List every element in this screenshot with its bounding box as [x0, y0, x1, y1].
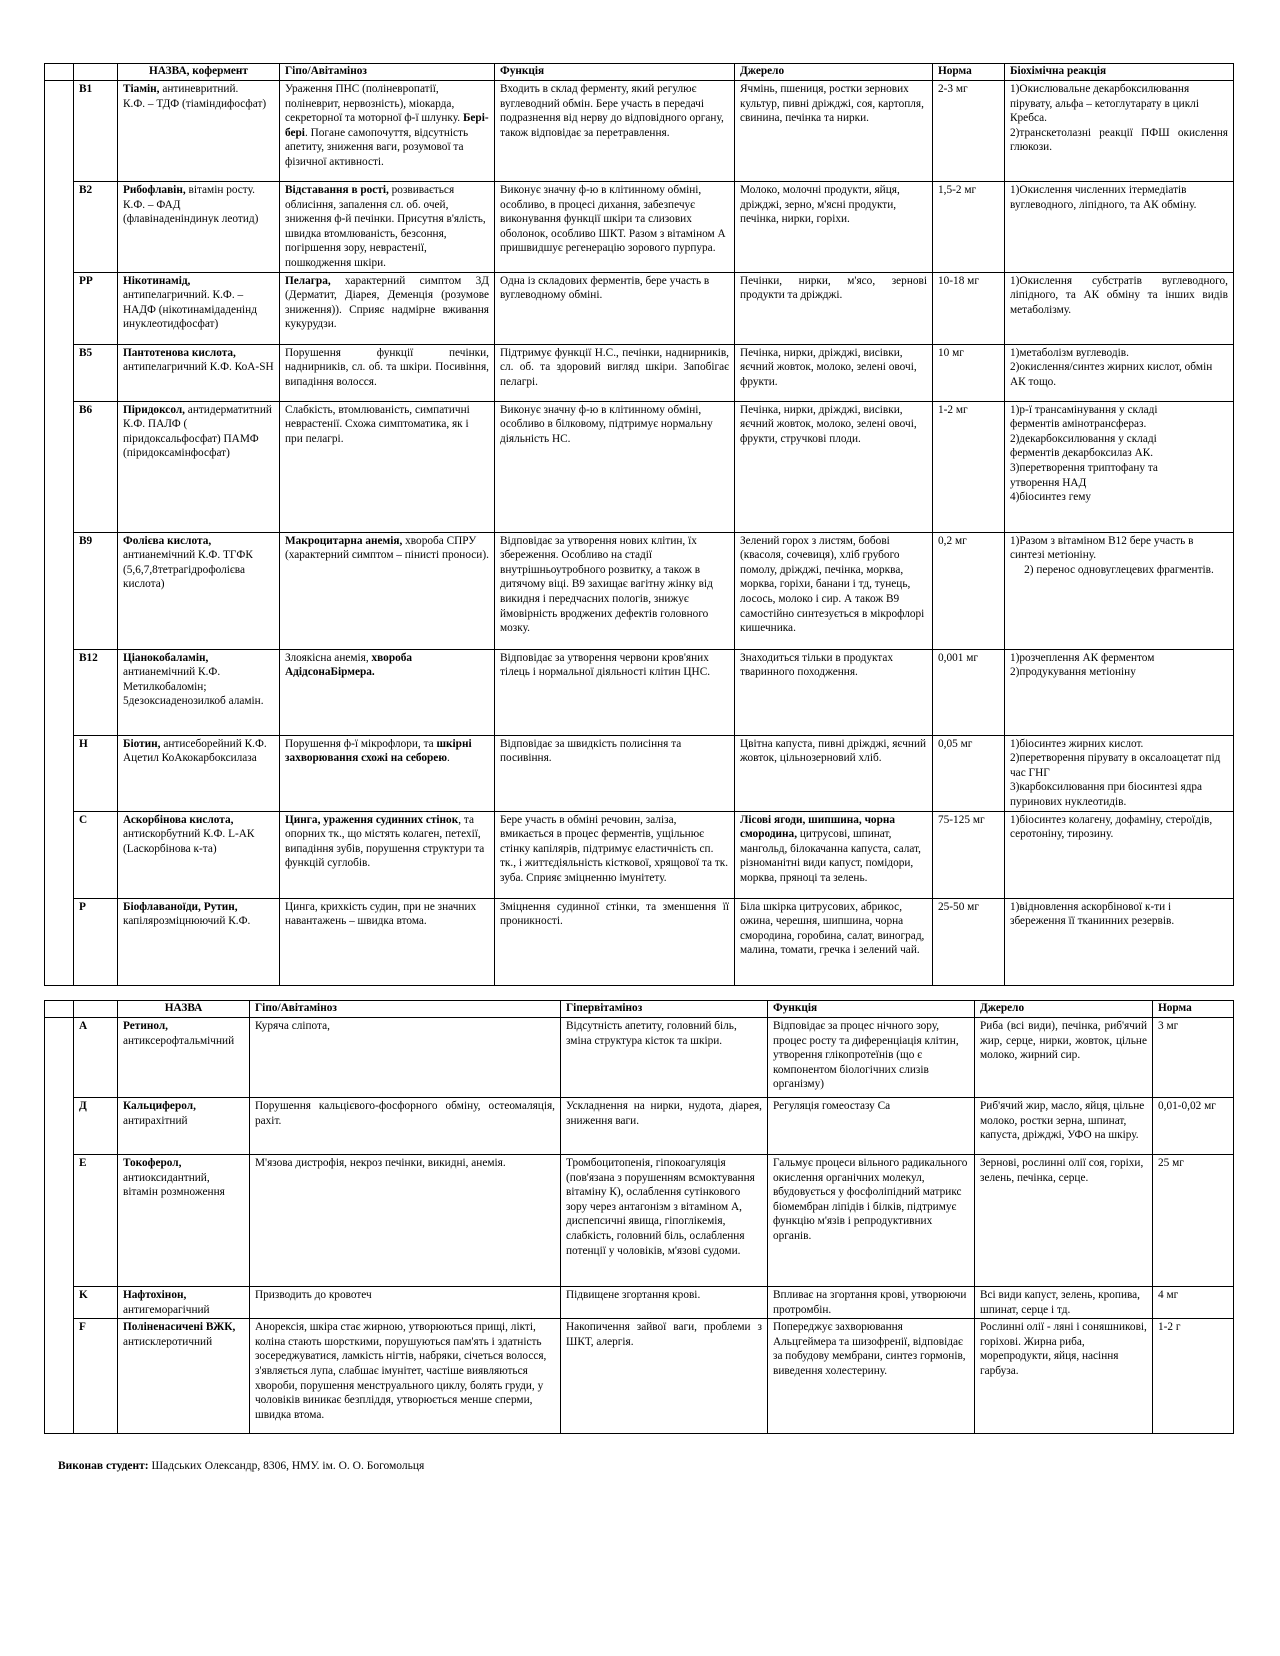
table-row: [45, 735, 1234, 811]
col-header-source: Джерело: [975, 1001, 1153, 1018]
norm-cell: 0,01-0,02 мг: [1153, 1098, 1234, 1155]
vitamin-name: Фолієва кислота, антианемічний К.Ф. ТГФК (5,6,7,8тетрагідрофолієва кислота): [118, 532, 280, 649]
function-cell: Відповідає за швидкість полисіння та посивіння.: [495, 735, 735, 811]
vitamin-name: Пантотенова кислота, антипелагричний К.Ф. КоА-SH: [118, 344, 280, 401]
reaction-cell: 1)Окислення субстратів вуглеводного, ліпідного, та АК обміну та інших видів метаболізму.: [1005, 272, 1234, 344]
vitamin-code: E: [74, 1155, 118, 1287]
hypo-cell: Анорексія, шкіра стає жирною, утворюються прищі, лікті, коліна стають шорсткими, порушуються пам'ять і здатність зосереджуватися, ламкість нігтів, набряки, січеться волосся, з'являється лупа, слабшає імунітет, частіше виявляються хвороби, порушення менструального циклу, болять груди, у чоловіків виникає безпліддя, утворюється менше сперми, швидка втома.: [250, 1319, 561, 1434]
norm-cell: 10-18 мг: [933, 272, 1005, 344]
norm-cell: 0,05 мг: [933, 735, 1005, 811]
norm-cell: 0,001 мг: [933, 649, 1005, 735]
col-header-function: Функція: [495, 64, 735, 81]
vitamin-code: B5: [74, 344, 118, 401]
reaction-cell: 1)Окислювальне декарбоксилювання пірувату, альфа – кетоглутарату в циклі Кребса. 2)транскетолазні реакції ПФШ окислення глюкози.: [1005, 81, 1234, 182]
vitamin-name: Рибофлавін, вітамін росту. К.Ф. – ФАД (флавінаденіндинук леотид): [118, 182, 280, 273]
hyper-cell: Накопичення зайвої ваги, проблеми з ШКТ, алергія.: [561, 1319, 768, 1434]
col-header-reaction: Біохімічна реакція: [1005, 64, 1234, 81]
table-header-row: [45, 1001, 1234, 1018]
function-cell: Входить в склад ферменту, який регулює вуглеводний обмін. Бере участь в передачі подразнення від нерву до відповідного органу, також відповідає за перетравлення.: [495, 81, 735, 182]
norm-cell: 3 мг: [1153, 1018, 1234, 1098]
source-cell: Печінка, нирки, дріжджі, висівки, яєчний жовток, молоко, зелені овочі, фрукти, стручкові плоди.: [735, 401, 933, 532]
hypo-cell: Злоякісна анемія, хвороба АдідсонаБірмера.: [280, 649, 495, 735]
source-cell: Ячмінь, пшениця, ростки зернових культур, пивні дріжджі, соя, картопля, свинина, печінка та нирки.: [735, 81, 933, 182]
function-cell: Підтримує функції Н.С., печінки, наднирників, сл. об. та здоровий вигляд шкіри. Запобігає пелагрі.: [495, 344, 735, 401]
table-row: [45, 811, 1234, 898]
function-cell: Відповідає за процес нічного зору, процес росту та диференціація клітин, утворення глікопротеїнів (що є компонентом біологічних слизів організму): [768, 1018, 975, 1098]
source-cell: Всі види капуст, зелень, кропива, шпинат, серце і тд.: [975, 1287, 1153, 1319]
reaction-cell: 1)біосинтез колагену, дофаміну, стероїдів, серотоніну, тирозину.: [1005, 811, 1234, 898]
table-row: [45, 1319, 1234, 1434]
hypo-cell: Слабкість, втомлюваність, симпатичні неврастенії. Схожа симптоматика, як і при пелагрі.: [280, 401, 495, 532]
source-cell: Молоко, молочні продукти, яйця, дріжджі, зерно, м'ясні продукти, печінка, нирки, горіхи.: [735, 182, 933, 273]
hyper-cell: Підвищене згортання крові.: [561, 1287, 768, 1319]
vitamin-name: Токоферол, антиоксидантний, вітамін розмноження: [118, 1155, 250, 1287]
col-header-name: НАЗВА: [118, 1001, 250, 1018]
hypo-cell: Відставання в рості, розвивається облисіння, запалення сл. об. очей, зниження ф-й печінки. Присутня в'ялість, швидка втомлюваність, безсоння, погіршення зору, неврастенії, пошкодження шкіри.: [280, 182, 495, 273]
vitamin-code: A: [74, 1018, 118, 1098]
function-cell: Регуляція гомеостазу Са: [768, 1098, 975, 1155]
function-cell: Відповідає за утворення червони кров'яних тілець і нормальної діяльності клітин ЦНС.: [495, 649, 735, 735]
hypo-cell: Цинга, ураження судинних стінок, та опорних тк., що містять колаген, петехії, випадіння зубів, порушення структури та функцій суглобів.: [280, 811, 495, 898]
table-row: [45, 401, 1234, 532]
function-cell: Впливає на згортання крові, утворюючи протромбін.: [768, 1287, 975, 1319]
vitamin-name: Біофлаваноїди, Рутин, капілярозміцнюючий К.Ф.: [118, 898, 280, 985]
source-cell: Печінка, нирки, дріжджі, висівки, яєчний жовток, молоко, зелені овочі, фрукти.: [735, 344, 933, 401]
norm-cell: 25 мг: [1153, 1155, 1234, 1287]
hyper-cell: Відсутність апетиту, головний біль, зміна структура кісток та шкіри.: [561, 1018, 768, 1098]
hypo-cell: Макроцитарна анемія, хвороба СПРУ (характерний симптом – пінисті проноси).: [280, 532, 495, 649]
vitamin-code: K: [74, 1287, 118, 1319]
norm-cell: 2-3 мг: [933, 81, 1005, 182]
vitamin-code: B1: [74, 81, 118, 182]
hypo-cell: Пелагра, характерний симптом 3Д (Дерматит, Діарея, Деменція (розумове зниження)). Сприяє надмірне вживання кукурудзи.: [280, 272, 495, 344]
col-header-source: Джерело: [735, 64, 933, 81]
reaction-cell: 1)р-ї трансамінування у складі ферментів амінотрансфераз. 2)декарбоксилювання у складі ферментів декарбоксилаз АК. 3)перетворення триптофану та утворення НАД 4)біосинтез гему: [1005, 401, 1234, 532]
hypo-cell: Цинга, крихкість судин, при не значних навантажень – швидка втома.: [280, 898, 495, 985]
vitamin-name: Нікотинамід, антипелагричний. К.Ф. – НАДФ (нікотинамідаденінд инуклеотидфосфат): [118, 272, 280, 344]
col-header-hyper: Гіпервітаміноз: [561, 1001, 768, 1018]
hypo-cell: Порушення функції печінки, наднирників, сл. об. та шкіри. Посивіння, випадіння волосся.: [280, 344, 495, 401]
table-row: [45, 344, 1234, 401]
source-cell: Біла шкірка цитрусових, абрикос, ожина, черешня, шипшина, чорна смородина, горобина, салат, виноград, малина, томати, гречка і зелений чай.: [735, 898, 933, 985]
hypo-cell: Порушення кальцієвого-фосфорного обміну, остеомаляція, рахіт.: [250, 1098, 561, 1155]
source-cell: Зелений горох з листям, бобові (квасоля, сочевиця), хліб грубого помолу, дріжджі, печінка, морква, морква, горіхи, банани і тд, тунець, лосось, молоко і сир. А також В9 самостійно синтезується в мікрофлорі кишечника.: [735, 532, 933, 649]
vitamin-name: Кальциферол, антирахітний: [118, 1098, 250, 1155]
col-header-norm: Норма: [933, 64, 1005, 81]
footer-label: Виконав студент:: [58, 1460, 149, 1472]
table-row: [45, 649, 1234, 735]
norm-cell: 0,2 мг: [933, 532, 1005, 649]
function-cell: Одна із складових ферментів, бере участь в вуглеводному обміні.: [495, 272, 735, 344]
function-cell: Відповідає за утворення нових клітин, їх збереження. Особливо на стадії внутрішньоутробного розвитку, а також в дитячому віці. В9 захищає вагітну жінку від викидня і передчасних пологів, знижує ймовірність вроджених дефектів головного мозку.: [495, 532, 735, 649]
norm-cell: 1,5-2 мг: [933, 182, 1005, 273]
col-header-hypo: Гіпо/Авітаміноз: [280, 64, 495, 81]
source-cell: Знаходиться тільки в продуктах тваринного походження.: [735, 649, 933, 735]
hypo-cell: Порушення ф-ї мікрофлори, та шкірні захворювання схожі на себорею.: [280, 735, 495, 811]
table-row: [45, 898, 1234, 985]
reaction-cell: 1)Окислення численних ітермедіатів вуглеводного, ліпідного, та АК обміну.: [1005, 182, 1234, 273]
vitamin-code: C: [74, 811, 118, 898]
footer-text: Шадських Олександр, 8306, НМУ. ім. О. О. Богомольця: [148, 1460, 425, 1472]
vitamin-code: B6: [74, 401, 118, 532]
table-row: [45, 272, 1234, 344]
table-row: [45, 532, 1234, 649]
vitamin-code: F: [74, 1319, 118, 1434]
group-label-cell: [45, 81, 74, 986]
vitamin-name: Ретинол, антиксерофтальмічний: [118, 1018, 250, 1098]
footer-credit: [58, 1460, 424, 1472]
function-cell: Зміцнення судинної стінки, та зменшення її проникності.: [495, 898, 735, 985]
table-row: [45, 1098, 1234, 1155]
norm-cell: 4 мг: [1153, 1287, 1234, 1319]
table-row: [45, 81, 1234, 182]
function-cell: Гальмує процеси вільного радикального окислення органічних молекул, вбудовується у фосфоліпідний матрикс біомембран ліпідів і білків, підтримує функцію м'язів і репродуктивних органів.: [768, 1155, 975, 1287]
source-cell: Лісові ягоди, шипшина, чорна смородина, цитрусові, шпинат, мангольд, білокачанна капуста, салат, різноманітні види капуст, помідори, морква, пряноці та зелень.: [735, 811, 933, 898]
function-cell: Виконує значну ф-ю в клітинному обміні, особливо, в процесі дихання, забезпечує виконування функції шкіри та слизових оболонок, особливо ШКТ. Разом з вітаміном А пришвидшує регенерацію зорового пурпура.: [495, 182, 735, 273]
vitamin-name: Поліненасичені ВЖК, антисклеротичний: [118, 1319, 250, 1434]
vitamin-code: H: [74, 735, 118, 811]
reaction-cell: 1)розчеплення АК ферментом 2)продукування метіоніну: [1005, 649, 1234, 735]
source-cell: Риба (всі види), печінка, риб'ячий жир, серце, нирки, жовток, цільне молоко, жирний сир.: [975, 1018, 1153, 1098]
source-cell: Риб'ячий жир, масло, яйця, цільне молоко, ростки зерна, шпинат, капуста, дріжджі, УФО на шкіру.: [975, 1098, 1153, 1155]
vitamin-name: Біотин, антисеборейний К.Ф. Ацетил КоАкокарбоксилаза: [118, 735, 280, 811]
col-header-function: Функція: [768, 1001, 975, 1018]
norm-cell: 1-2 г: [1153, 1319, 1234, 1434]
hypo-cell: Ураження ПНС (поліневропатії, поліневрит, нервозність), міокарда, секреторної та моторної ф-ї шлунку. Бері-бері. Погане самопочуття, відсутність апетиту, зниження ваги, розумової та фізичної активності.: [280, 81, 495, 182]
fat-soluble-vitamins-table: [44, 1000, 1234, 1434]
source-cell: Цвітна капуста, пивні дріжджі, яєчний жовток, цільнозерновий хліб.: [735, 735, 933, 811]
vitamin-code: B9: [74, 532, 118, 649]
function-cell: Виконує значну ф-ю в клітинному обміні, особливо в білковому, підтримує нормальну діяльність НС.: [495, 401, 735, 532]
reaction-cell: 1)відновлення аскорбінової к-ти і збереження її тканинних резервів.: [1005, 898, 1234, 985]
hypo-cell: М'язова дистрофія, некроз печінки, викидні, анемія.: [250, 1155, 561, 1287]
table-header-row: [45, 64, 1234, 81]
hypo-cell: Куряча сліпота,: [250, 1018, 561, 1098]
norm-cell: 25-50 мг: [933, 898, 1005, 985]
norm-cell: 1-2 мг: [933, 401, 1005, 532]
group-label-cell: [45, 1018, 74, 1434]
vitamin-code: B12: [74, 649, 118, 735]
col-header-hypo: Гіпо/Авітаміноз: [250, 1001, 561, 1018]
norm-cell: 75-125 мг: [933, 811, 1005, 898]
hyper-cell: Ускладнення на нирки, нудота, діарея, зниження ваги.: [561, 1098, 768, 1155]
vitamin-name: Тіамін, антиневритний. К.Ф. – ТДФ (тіаміндифосфат): [118, 81, 280, 182]
hypo-cell: Призводить до кровотеч: [250, 1287, 561, 1319]
vitamin-code: Д: [74, 1098, 118, 1155]
table-row: [45, 182, 1234, 273]
function-cell: Попереджує захворювання Альцгеймера та шизофренії, відповідає за побудову мембрани, синтез гормонів, виведення холестерину.: [768, 1319, 975, 1434]
table-row: [45, 1155, 1234, 1287]
vitamin-name: Ціанокобаламін, антианемічний К.Ф. Метилкобаломін; 5дезоксиаденозилкоб аламін.: [118, 649, 280, 735]
source-cell: Рослинні олії - ляні і соняшникові, горіхові. Жирна риба, морепродукти, яйця, насіння гарбуза.: [975, 1319, 1153, 1434]
source-cell: Печінки, нирки, м'ясо, зернові продукти та дріжджі.: [735, 272, 933, 344]
col-header-name: НАЗВА, кофермент: [118, 64, 280, 81]
vitamin-code: P: [74, 898, 118, 985]
water-soluble-vitamins-table: [44, 63, 1234, 986]
reaction-cell: 1)біосинтез жирних кислот. 2)перетворення пірувату в оксалоацетат під час ГНГ 3)карбоксилювання при біосинтезі ядра пуринових нуклеотидів.: [1005, 735, 1234, 811]
norm-cell: 10 мг: [933, 344, 1005, 401]
hyper-cell: Тромбоцитопенія, гіпокоагуляція (пов'язана з порушенням всмоктування вітаміну К), ослаблення сутінкового зору через антагонізм з вітаміном А, диспепсичні явища, гіпоглікемія, слабкість, головний біль, ослаблення потенції у чоловіків, м'язові судоми.: [561, 1155, 768, 1287]
vitamin-code: PP: [74, 272, 118, 344]
function-cell: Бере участь в обміні речовин, заліза, вмикається в процес ферментів, ущільнює стінку капілярів, підтримує еластичність сп. тк., і життєдіяльність кісткової, хрящової та тк. зуба. Сприяє зміцненню імунітету.: [495, 811, 735, 898]
col-header-norm: Норма: [1153, 1001, 1234, 1018]
vitamin-code: B2: [74, 182, 118, 273]
table-row: [45, 1018, 1234, 1098]
source-cell: Зернові, рослинні олії соя, горіхи, зелень, печінка, серце.: [975, 1155, 1153, 1287]
vitamin-name: Нафтохінон, антигеморагічний: [118, 1287, 250, 1319]
vitamin-name: Аскорбінова кислота, антискорбутний К.Ф. L-АК (Lаскорбінова к-та): [118, 811, 280, 898]
reaction-cell: 1)метаболізм вуглеводів. 2)окислення/синтез жирних кислот, обмін АК тощо.: [1005, 344, 1234, 401]
table-row: [45, 1287, 1234, 1319]
reaction-cell: 1)Разом з вітаміном В12 бере участь в синтезі метіоніну. 2) перенос одновуглецевих фрагментів.: [1005, 532, 1234, 649]
vitamin-name: Піридоксол, антидерматитний К.Ф. ПАЛФ ( піридоксальфосфат) ПАМФ (піридоксамінфосфат): [118, 401, 280, 532]
